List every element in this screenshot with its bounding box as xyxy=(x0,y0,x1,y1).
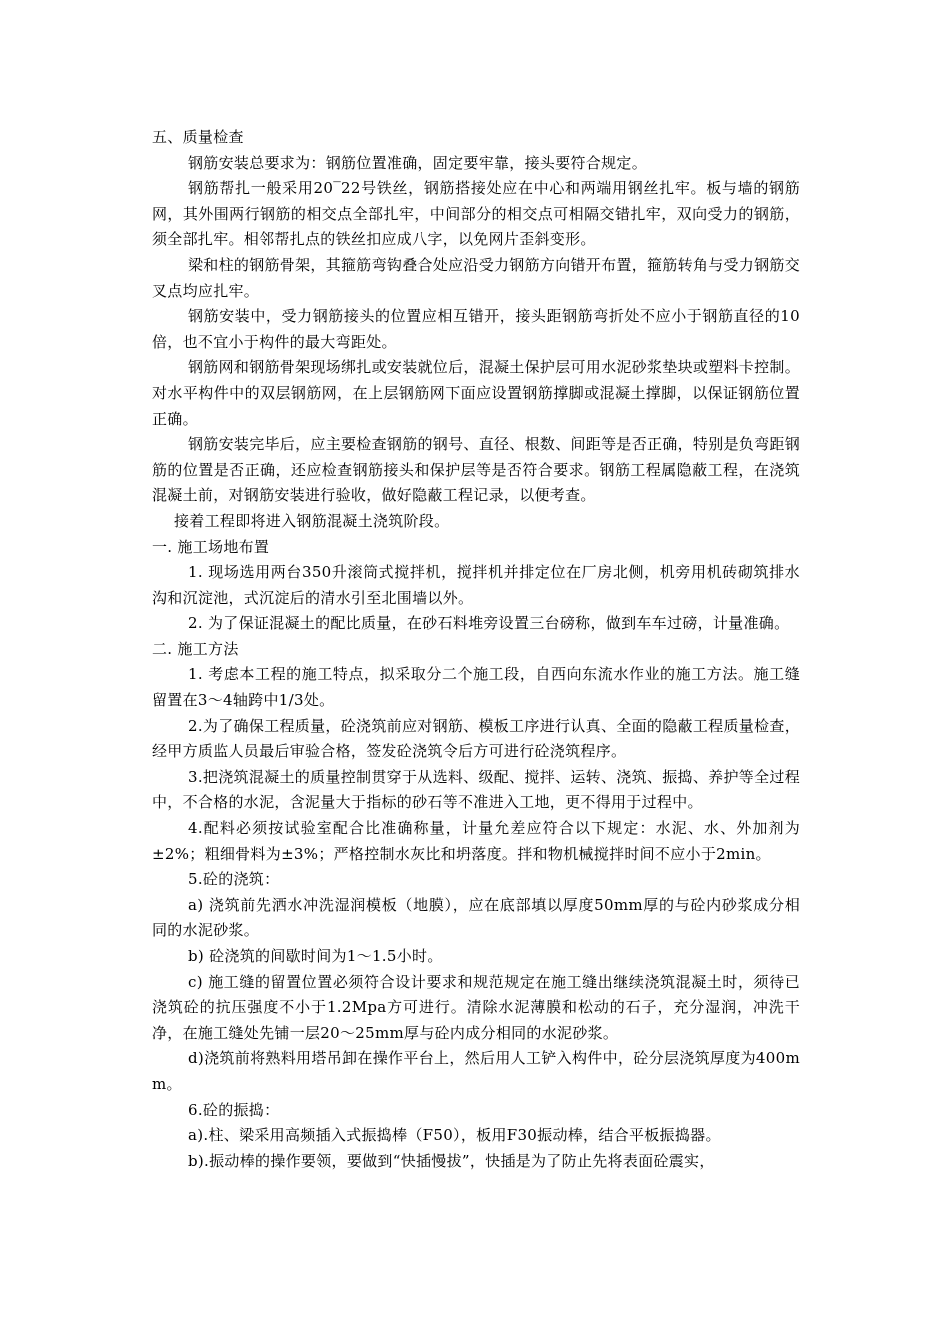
paragraph: 6.砼的振捣： xyxy=(188,1100,280,1119)
section-heading: 五、质量检查 xyxy=(152,128,244,146)
paragraph: 钢筋安装完毕后，应主要检查钢筋的钢号、直径、根数、间距等是否正确，特别是负弯距钢筋的位置是否正确，还应检查钢筋接头和保护层等是否符合要求。钢筋工程属隐蔽工程，在浇筑混凝土前，对钢筋安装进行验收，做好隐蔽工程记录，以便考查。 xyxy=(152,435,801,505)
paragraph: 钢筋安装总要求为：钢筋位置准确，固定要牢靠，接头要符合规定。 xyxy=(188,153,648,172)
section-heading: 一. 施工场地布置 xyxy=(152,537,270,556)
paragraph: b).振动棒的操作要领，要做到“快插慢拔”，快插是为了防止先将表面砼震实， xyxy=(188,1151,715,1170)
paragraph: 2.为了确保工程质量，砼浇筑前应对钢筋、模板工序进行认真、全面的隐蔽工程质量检查，经甲方质监人员最后审验合格，签发砼浇筑令后方可进行砼浇筑程序。 xyxy=(152,716,800,761)
paragraph: 1. 考虑本工程的施工特点，拟采取分二个施工段，自西向东流水作业的施工方法。施工缝留置在3～4轴跨中1/3处。 xyxy=(152,665,800,710)
paragraph: 2. 为了保证混凝土的配比质量，在砂石料堆旁设置三台磅称，做到车车过磅，计量准确。 xyxy=(188,614,790,633)
paragraph: 3.把浇筑混凝土的质量控制贯穿于从选料、级配、搅拌、运转、浇筑、振捣、养护等全过程中，不合格的水泥，含泥量大于指标的砂石等不准进入工地，更不得用于过程中。 xyxy=(152,767,800,812)
paragraph: a) 浇筑前先洒水冲洗湿润模板（地膜），应在底部填以厚度50mm厚的与砼内砂浆成分相同的水泥砂浆。 xyxy=(152,895,800,940)
paragraph: 接着工程即将进入钢筋混凝土浇筑阶段。 xyxy=(174,511,450,530)
paragraph: 梁和柱的钢筋骨架，其箍筋弯钩叠合处应沿受力钢筋方向错开布置，箍筋转角与受力钢筋交叉点均应扎牢。 xyxy=(152,255,801,300)
paragraph: 4.配料必须按试验室配合比准确称量，计量允差应符合以下规定：水泥、水、外加剂为±2%；粗细骨料为±3%；严格控制水灰比和坍落度。拌和物机械搅拌时间不应小于2min。 xyxy=(152,819,800,863)
document-body xyxy=(152,125,800,1174)
paragraph: d)浇筑前将熟料用塔吊卸在操作平台上，然后用人工铲入构件中，砼分层浇筑厚度为400mm。 xyxy=(152,1049,800,1093)
paragraph: 5.砼的浇筑： xyxy=(188,870,280,889)
paragraph: 钢筋帮扎一般采用20‾22号铁丝，钢筋搭接处应在中心和两端用钢丝扎牢。板与墙的钢筋网，其外围两行钢筋的相交点全部扎牢，中间部分的相交点可相隔交错扎牢，双向受力的钢筋，须全部扎牢。相邻帮扎点的铁丝扣应成八字，以免网片歪斜变形。 xyxy=(152,179,800,249)
paragraph: 钢筋安装中，受力钢筋接头的位置应相互错开，接头距钢筋弯折处不应小于钢筋直径的10倍，也不宜小于构件的最大弯距处。 xyxy=(152,307,800,351)
paragraph: 1. 现场选用两台350升滚筒式搅拌机，搅拌机并排定位在厂房北侧，机旁用机砖砌筑排水沟和沉淀池，式沉淀后的清水引至北围墙以外。 xyxy=(152,563,800,607)
paragraph: b) 砼浇筑的间歇时间为1～1.5小时。 xyxy=(188,947,443,965)
paragraph: a).柱、梁采用高频插入式振捣棒（F50），板用F30振动棒，结合平板振捣器。 xyxy=(188,1126,721,1145)
section-heading: 二. 施工方法 xyxy=(152,639,239,658)
paragraph: c) 施工缝的留置位置必须符合设计要求和规范规定在施工缝出继续浇筑混凝土时，须待已浇筑砼的抗压强度不小于1.2Mpa方可进行。清除水泥薄膜和松动的石子，充分湿润，冲洗干净，在施工缝处先铺一层20～25mm厚与砼内成分相同的水泥砂浆。 xyxy=(152,972,800,1042)
paragraph: 钢筋网和钢筋骨架现场绑扎或安装就位后，混凝土保护层可用水泥砂浆垫块或塑料卡控制。对水平构件中的双层钢筋网，在上层钢筋网下面应设置钢筋撑脚或混凝土撑脚，以保证钢筋位置正确。 xyxy=(152,358,801,428)
